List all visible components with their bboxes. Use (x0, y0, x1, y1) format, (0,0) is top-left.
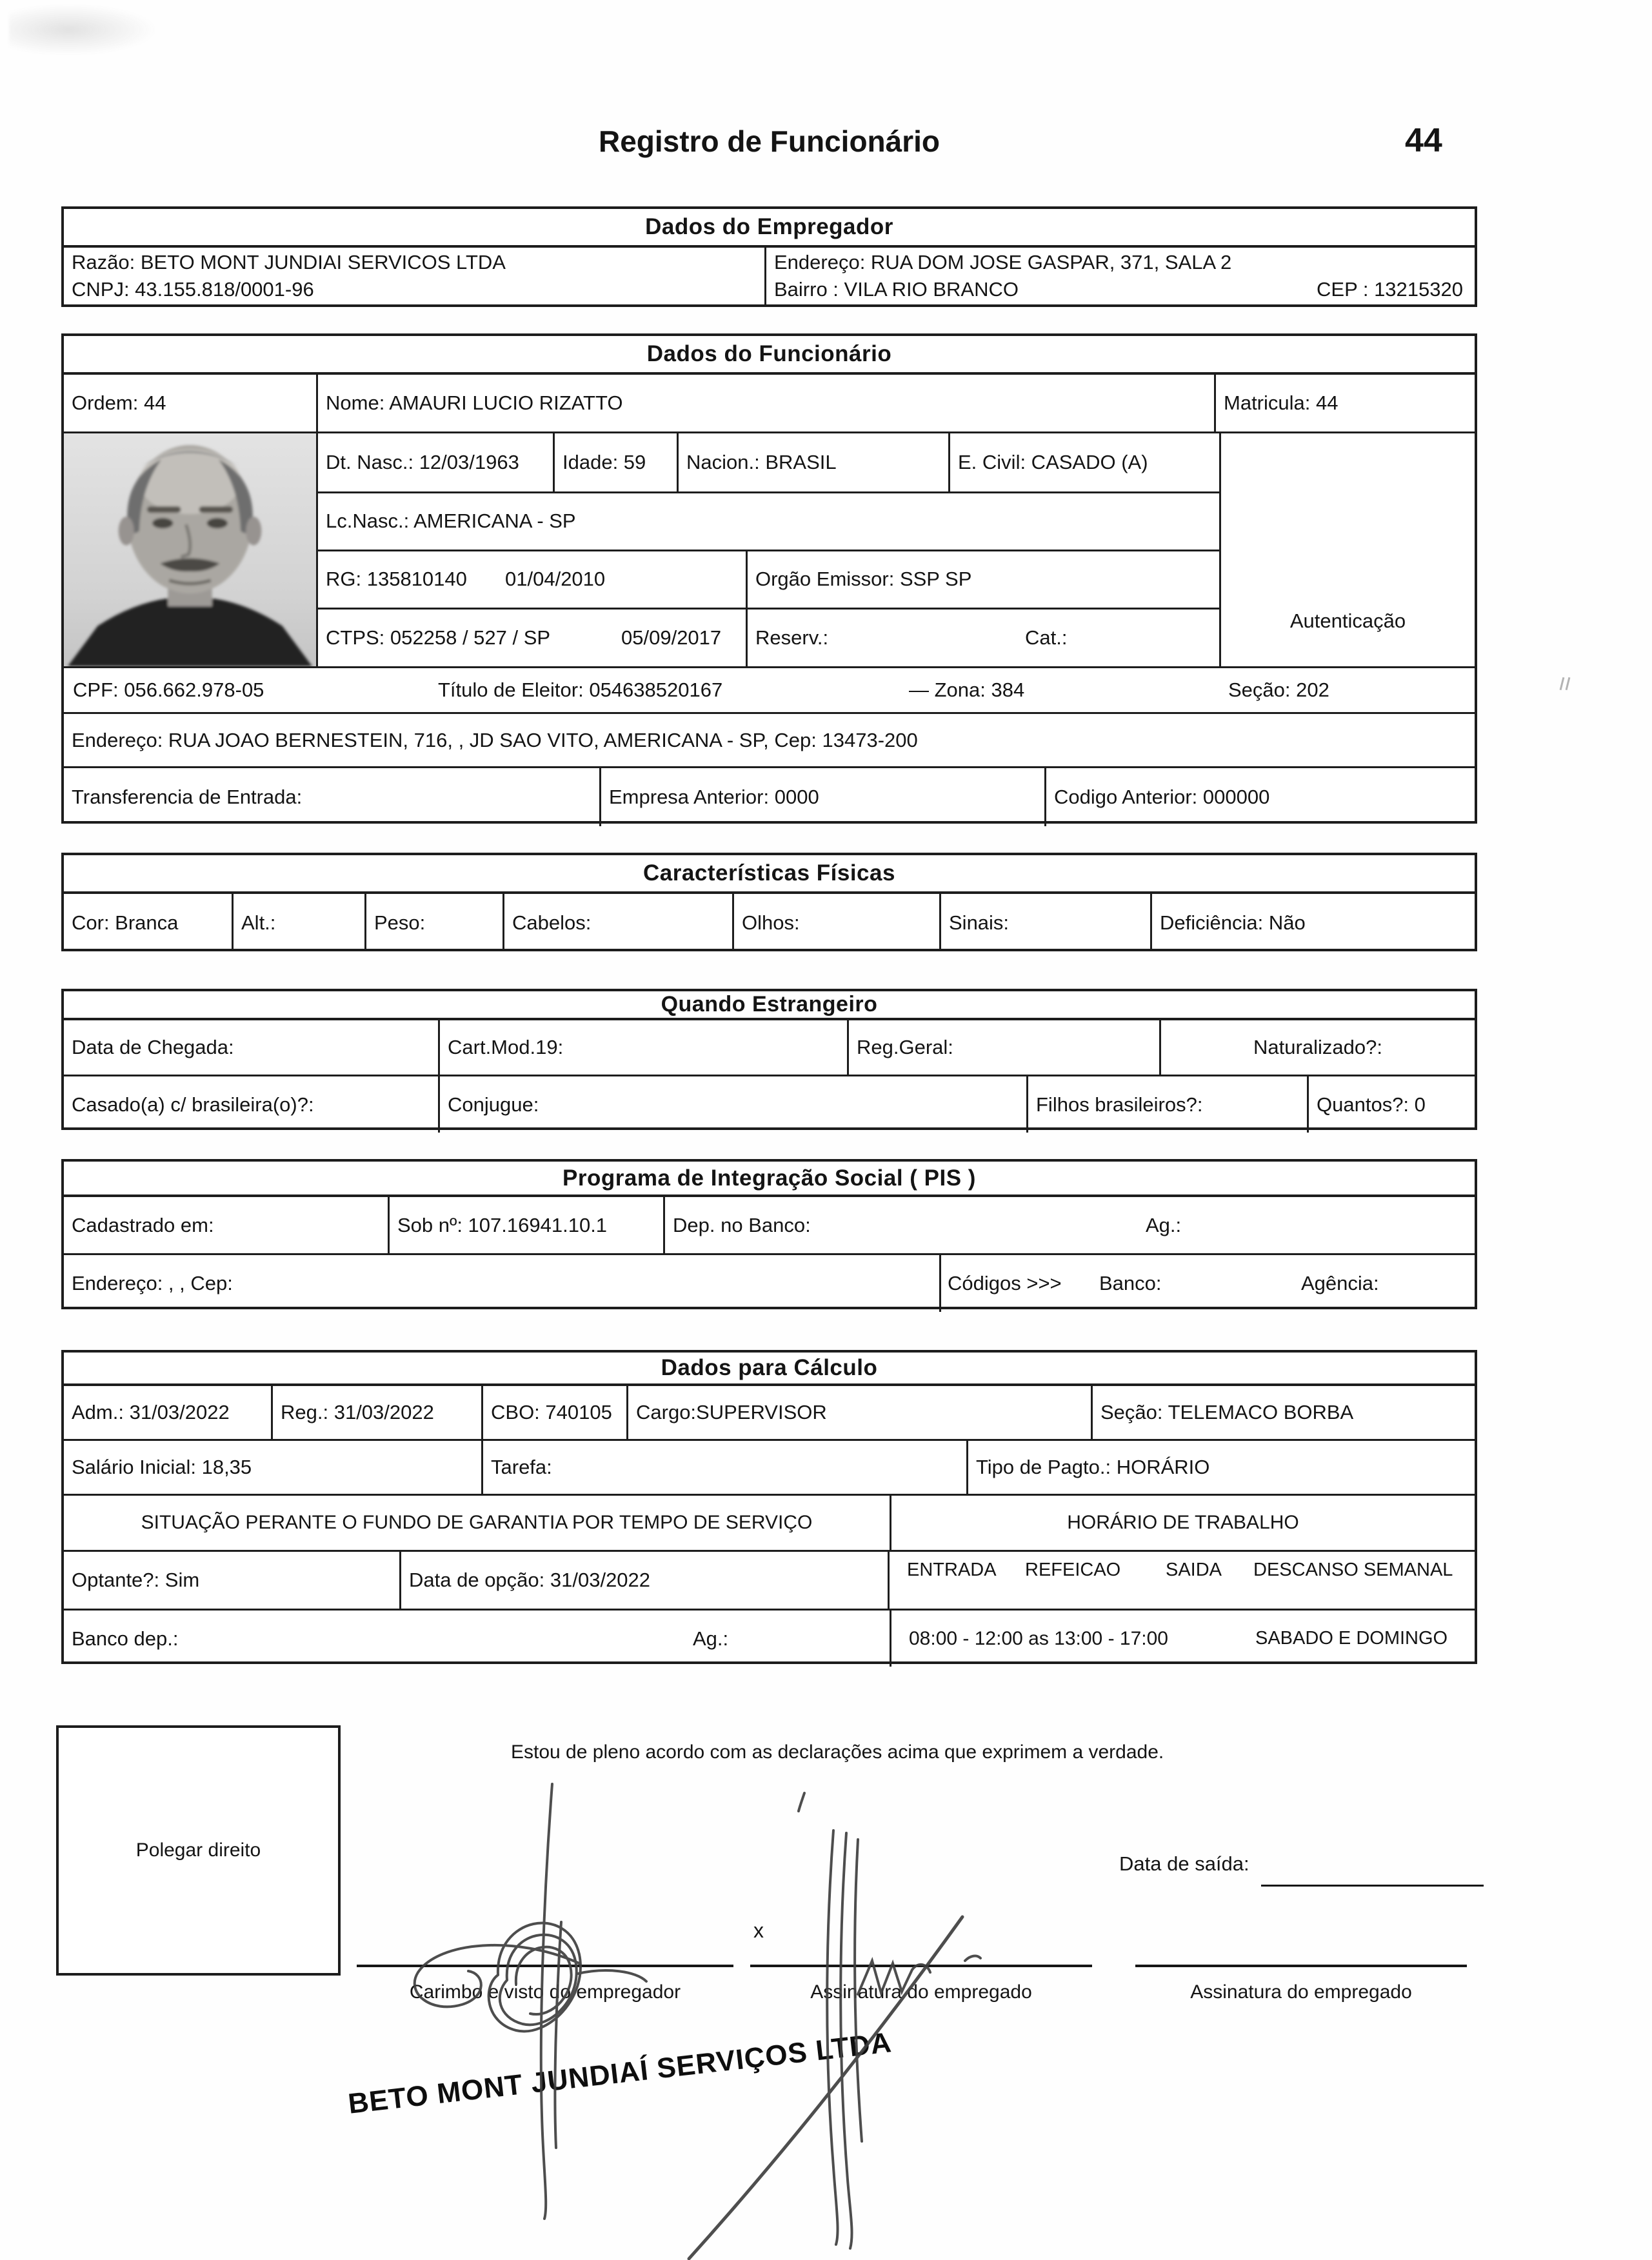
section-title-calculo: Dados para Cálculo (64, 1353, 1475, 1386)
ctps-data: 05/09/2017 (621, 626, 722, 649)
field-cabelos: Cabelos: (504, 894, 734, 951)
header-entrada: ENTRADA (907, 1560, 997, 1580)
field-ag-banco-dep: Ag.: (693, 1627, 729, 1650)
field-lc-nasc: Lc.Nasc.: AMERICANA - SP (326, 510, 576, 533)
field-secao-eleitoral: Seção: 202 (1228, 679, 1329, 701)
rg-data-emissao: 01/04/2010 (505, 568, 606, 591)
header-saida: SAIDA (1166, 1560, 1222, 1580)
horario-trabalho-titulo: HORÁRIO DE TRABALHO (1067, 1512, 1299, 1533)
field-adm: Adm.: 31/03/2022 (64, 1386, 273, 1439)
autenticacao-label: Autenticação (1289, 610, 1406, 632)
carimbo-label: Carimbo e visto do empregador (409, 1981, 681, 2003)
field-cadastrado-em: Cadastrado em: (64, 1197, 390, 1253)
field-optante: Optante?: Sim (64, 1552, 401, 1609)
x-signature-mark: x (753, 1919, 764, 1942)
banco-dep-label: Banco dep.: (72, 1627, 179, 1650)
field-tipo-pagto: Tipo de Pagto.: HORÁRIO (976, 1456, 1210, 1478)
assinatura-label-2: Assinatura do empregado (1190, 1981, 1412, 2003)
field-secao-trabalho: Seção: TELEMACO BORBA (1100, 1401, 1354, 1423)
field-cpf: CPF: 056.662.978-05 (73, 679, 264, 701)
field-reserv: Reserv.: (755, 626, 829, 649)
field-cargo: Cargo:SUPERVISOR (628, 1386, 1093, 1439)
field-endereco-pis: Endereço: , , Cep: (64, 1255, 941, 1312)
section-title-pis: Programa de Integração Social ( PIS ) (64, 1162, 1475, 1197)
field-ordem: Ordem: 44 (64, 375, 318, 431)
field-transferencia: Transferencia de Entrada: (64, 768, 601, 826)
field-conjugue: Conjugue: (440, 1076, 1028, 1133)
field-cep: CEP : 13215320 (1317, 277, 1463, 301)
employer-visto-signature-scribble (415, 1784, 646, 2219)
page-number: 44 (1405, 122, 1442, 159)
field-bairro: Bairro : VILA RIO BRANCO (774, 277, 1019, 301)
field-estado-civil: E. Civil: CASADO (A) (958, 451, 1148, 474)
field-razao-social: Razão: BETO MONT JUNDIAI SERVICOS LTDA (72, 251, 506, 274)
field-orgao-emissor: Orgão Emissor: SSP SP (755, 568, 972, 591)
field-tarefa: Tarefa: (483, 1441, 968, 1494)
field-dt-nasc: Dt. Nasc.: 12/03/1963 (318, 433, 555, 491)
polegar-direito-label: Polegar direito (135, 1839, 261, 1861)
field-olhos: Olhos: (734, 894, 941, 951)
field-filhos-brasileiros: Filhos brasileiros?: (1028, 1076, 1309, 1133)
field-cat: Cat.: (1025, 626, 1068, 649)
section-title-fisicas: Características Físicas (64, 855, 1475, 894)
field-idade: Idade: 59 (555, 433, 679, 491)
field-sinais: Sinais: (941, 894, 1152, 951)
company-stamp-text: BETO MONT JUNDIAÍ SERVIÇOS LTDA (346, 2027, 893, 2120)
field-titulo-eleitor: Título de Eleitor: 054638520167 (438, 679, 723, 701)
field-cor: Cor: Branca (64, 894, 234, 951)
section-title-estrangeiro: Quando Estrangeiro (64, 991, 1475, 1020)
field-descanso-valor: SABADO E DOMINGO (1255, 1628, 1448, 1649)
field-endereco-empregador: Endereço: RUA DOM JOSE GASPAR, 371, SALA 2 (774, 251, 1232, 274)
page-title: Registro de Funcionário (598, 124, 940, 158)
employee-signature-scribble (689, 1793, 980, 2259)
field-codigo-anterior: Codigo Anterior: 000000 (1054, 786, 1270, 808)
section-title-empregador: Dados do Empregador (64, 209, 1475, 248)
field-ag-pis: Ag.: (1146, 1213, 1182, 1236)
field-cbo: CBO: 740105 (483, 1386, 628, 1439)
field-altura: Alt.: (234, 894, 366, 951)
field-data-opcao: Data de opção: 31/03/2022 (401, 1552, 890, 1609)
assinatura-label-1: Assinatura do empregado (810, 1981, 1032, 2003)
declaracao-text: Estou de pleno acordo com as declarações acima que exprimem a verdade. (511, 1741, 1164, 1763)
field-reg: Reg.: 31/03/2022 (273, 1386, 483, 1439)
field-deficiencia: Deficiência: Não (1160, 911, 1306, 934)
field-data-chegada: Data de Chegada: (64, 1020, 440, 1075)
field-codigos: Códigos >>> (948, 1272, 1062, 1294)
header-descanso-semanal: DESCANSO SEMANAL (1253, 1560, 1453, 1580)
field-cart-mod-19: Cart.Mod.19: (440, 1020, 849, 1075)
field-reg-geral: Reg.Geral: (849, 1020, 1161, 1075)
field-matricula: Matricula: 44 (1224, 392, 1339, 414)
section-title-funcionario: Dados do Funcionário (64, 336, 1475, 375)
dep-banco-label: Dep. no Banco: (673, 1213, 811, 1236)
ctps-number: CTPS: 052258 / 527 / SP (326, 626, 551, 649)
rg-number: RG: 135810140 (326, 568, 467, 591)
field-naturalizado: Naturalizado?: (1253, 1036, 1382, 1058)
field-salario-inicial: Salário Inicial: 18,35 (64, 1441, 483, 1494)
field-nacionalidade: Nacion.: BRASIL (679, 433, 950, 491)
field-zona: — Zona: 384 (909, 679, 1025, 701)
data-saida-label: Data de saída: (1119, 1852, 1249, 1875)
field-horario-valor: 08:00 - 12:00 as 13:00 - 17:00 (909, 1627, 1168, 1649)
field-pis-numero: Sob nº: 107.16941.10.1 (390, 1197, 665, 1253)
field-empresa-anterior: Empresa Anterior: 0000 (601, 768, 1046, 826)
field-endereco-funcionario: Endereço: RUA JOAO BERNESTEIN, 716, , JD SAO VITO, AMERICANA - SP, Cep: 13473-200 (72, 728, 918, 751)
field-agencia: Agência: (1301, 1272, 1379, 1294)
field-peso: Peso: (366, 894, 504, 951)
field-nome: Nome: AMAURI LUCIO RIZATTO (318, 375, 1216, 431)
field-casado-brasileira: Casado(a) c/ brasileira(o)?: (64, 1076, 440, 1133)
header-refeicao: REFEICAO (1025, 1560, 1121, 1580)
field-banco: Banco: (1099, 1272, 1162, 1294)
field-cnpj: CNPJ: 43.155.818/0001-96 (72, 277, 314, 301)
field-quantos: Quantos?: 0 (1317, 1093, 1426, 1116)
fgts-titulo: SITUAÇÃO PERANTE O FUNDO DE GARANTIA POR TEMPO DE SERVIÇO (64, 1496, 891, 1550)
